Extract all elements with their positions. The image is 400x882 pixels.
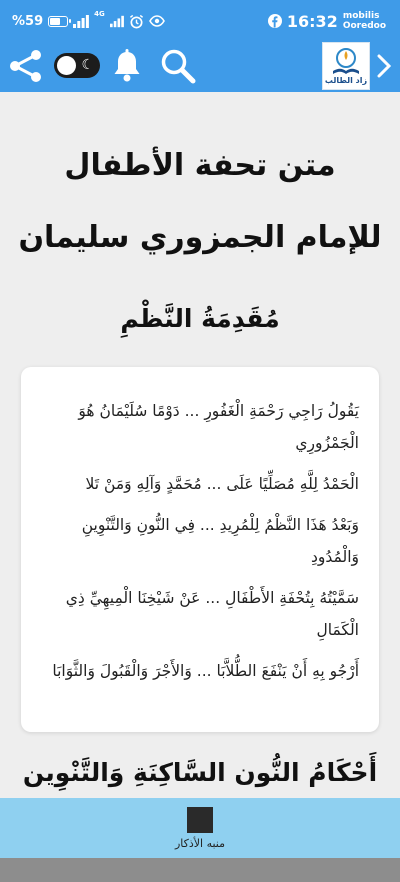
signal-icon-2	[110, 15, 124, 28]
app-toolbar	[0, 40, 400, 92]
dark-mode-toggle[interactable]	[54, 53, 100, 78]
page-title-line-1: متن تحفة الأطفال	[64, 148, 336, 183]
alarm-icon	[129, 14, 144, 29]
bottom-bar	[0, 798, 400, 858]
share-icon[interactable]	[8, 49, 44, 83]
app-logo	[322, 42, 370, 90]
verse-item: وَبَعْدُ هَذَا النَّظْمُ لِلْمُرِيدِ ... فِي النُّونِ وَالتَّنْوِينِ وَالْمُدُودِ	[81, 516, 359, 566]
carrier-name: mobilis Ooredoo	[342, 11, 386, 31]
status-bar	[0, 0, 400, 40]
battery-percent: %59	[12, 13, 44, 29]
facebook-icon	[268, 14, 282, 28]
bell-icon[interactable]	[112, 49, 142, 83]
section-heading-intro: مُقَدِمَةُ النَّظْمِ	[120, 304, 280, 333]
section-heading-noon: أَحْكَامُ النُّون السَّاكِنَةِ وَالتَّنْوِين	[22, 758, 378, 787]
toggle-knob	[57, 56, 76, 75]
page-title-line-2: للإمام الجمزوري سليمان	[18, 220, 382, 255]
status-left	[12, 10, 165, 32]
signal-icon	[73, 15, 89, 28]
book-logo-icon	[323, 45, 369, 79]
stop-icon[interactable]	[187, 807, 213, 833]
content-area[interactable]	[0, 92, 400, 798]
system-nav-bar	[0, 858, 400, 882]
verse-item: الْحَمْدُ لِلَّهِ مُصَلِّيًا عَلَى ... مُحَمَّدٍ وَآلِهِ وَمَنْ تَلا	[85, 475, 359, 493]
verse-item: سَمَّيْتُهُ بِتُحْفَةِ الأَطْفَالِ ... عَنْ شَيْخِنَا الْمِيهِيِّ ذِي الْكَمَالِ	[65, 589, 359, 639]
chevron-right-icon[interactable]	[376, 52, 392, 80]
status-right	[268, 6, 386, 36]
verse-item: يَقُولُ رَاجِي رَحْمَةِ الْغَفُورِ ... دَوْمًا سُلَيْمَانُ هُوَ الْجَمْزُورِي	[78, 402, 359, 452]
adhkar-alarm-label[interactable]: منبه الأذكار	[174, 837, 226, 850]
logo-text: زاد الطالب	[324, 76, 368, 85]
verses-card	[21, 367, 379, 732]
network-type: 4G	[94, 10, 105, 18]
search-icon[interactable]	[160, 48, 196, 84]
moon-icon: ☾	[81, 57, 94, 73]
clock: 16:32	[286, 11, 338, 31]
verse-item: أَرْجُو بِهِ أَنْ يَنْفَعَ الطُّلاَّبَا ... وَالأَجْرَ وَالْقَبُولَ وَالثَّوَابَا	[52, 662, 359, 680]
eye-icon	[149, 15, 165, 27]
verses-list	[41, 395, 359, 696]
battery-icon	[48, 16, 68, 27]
